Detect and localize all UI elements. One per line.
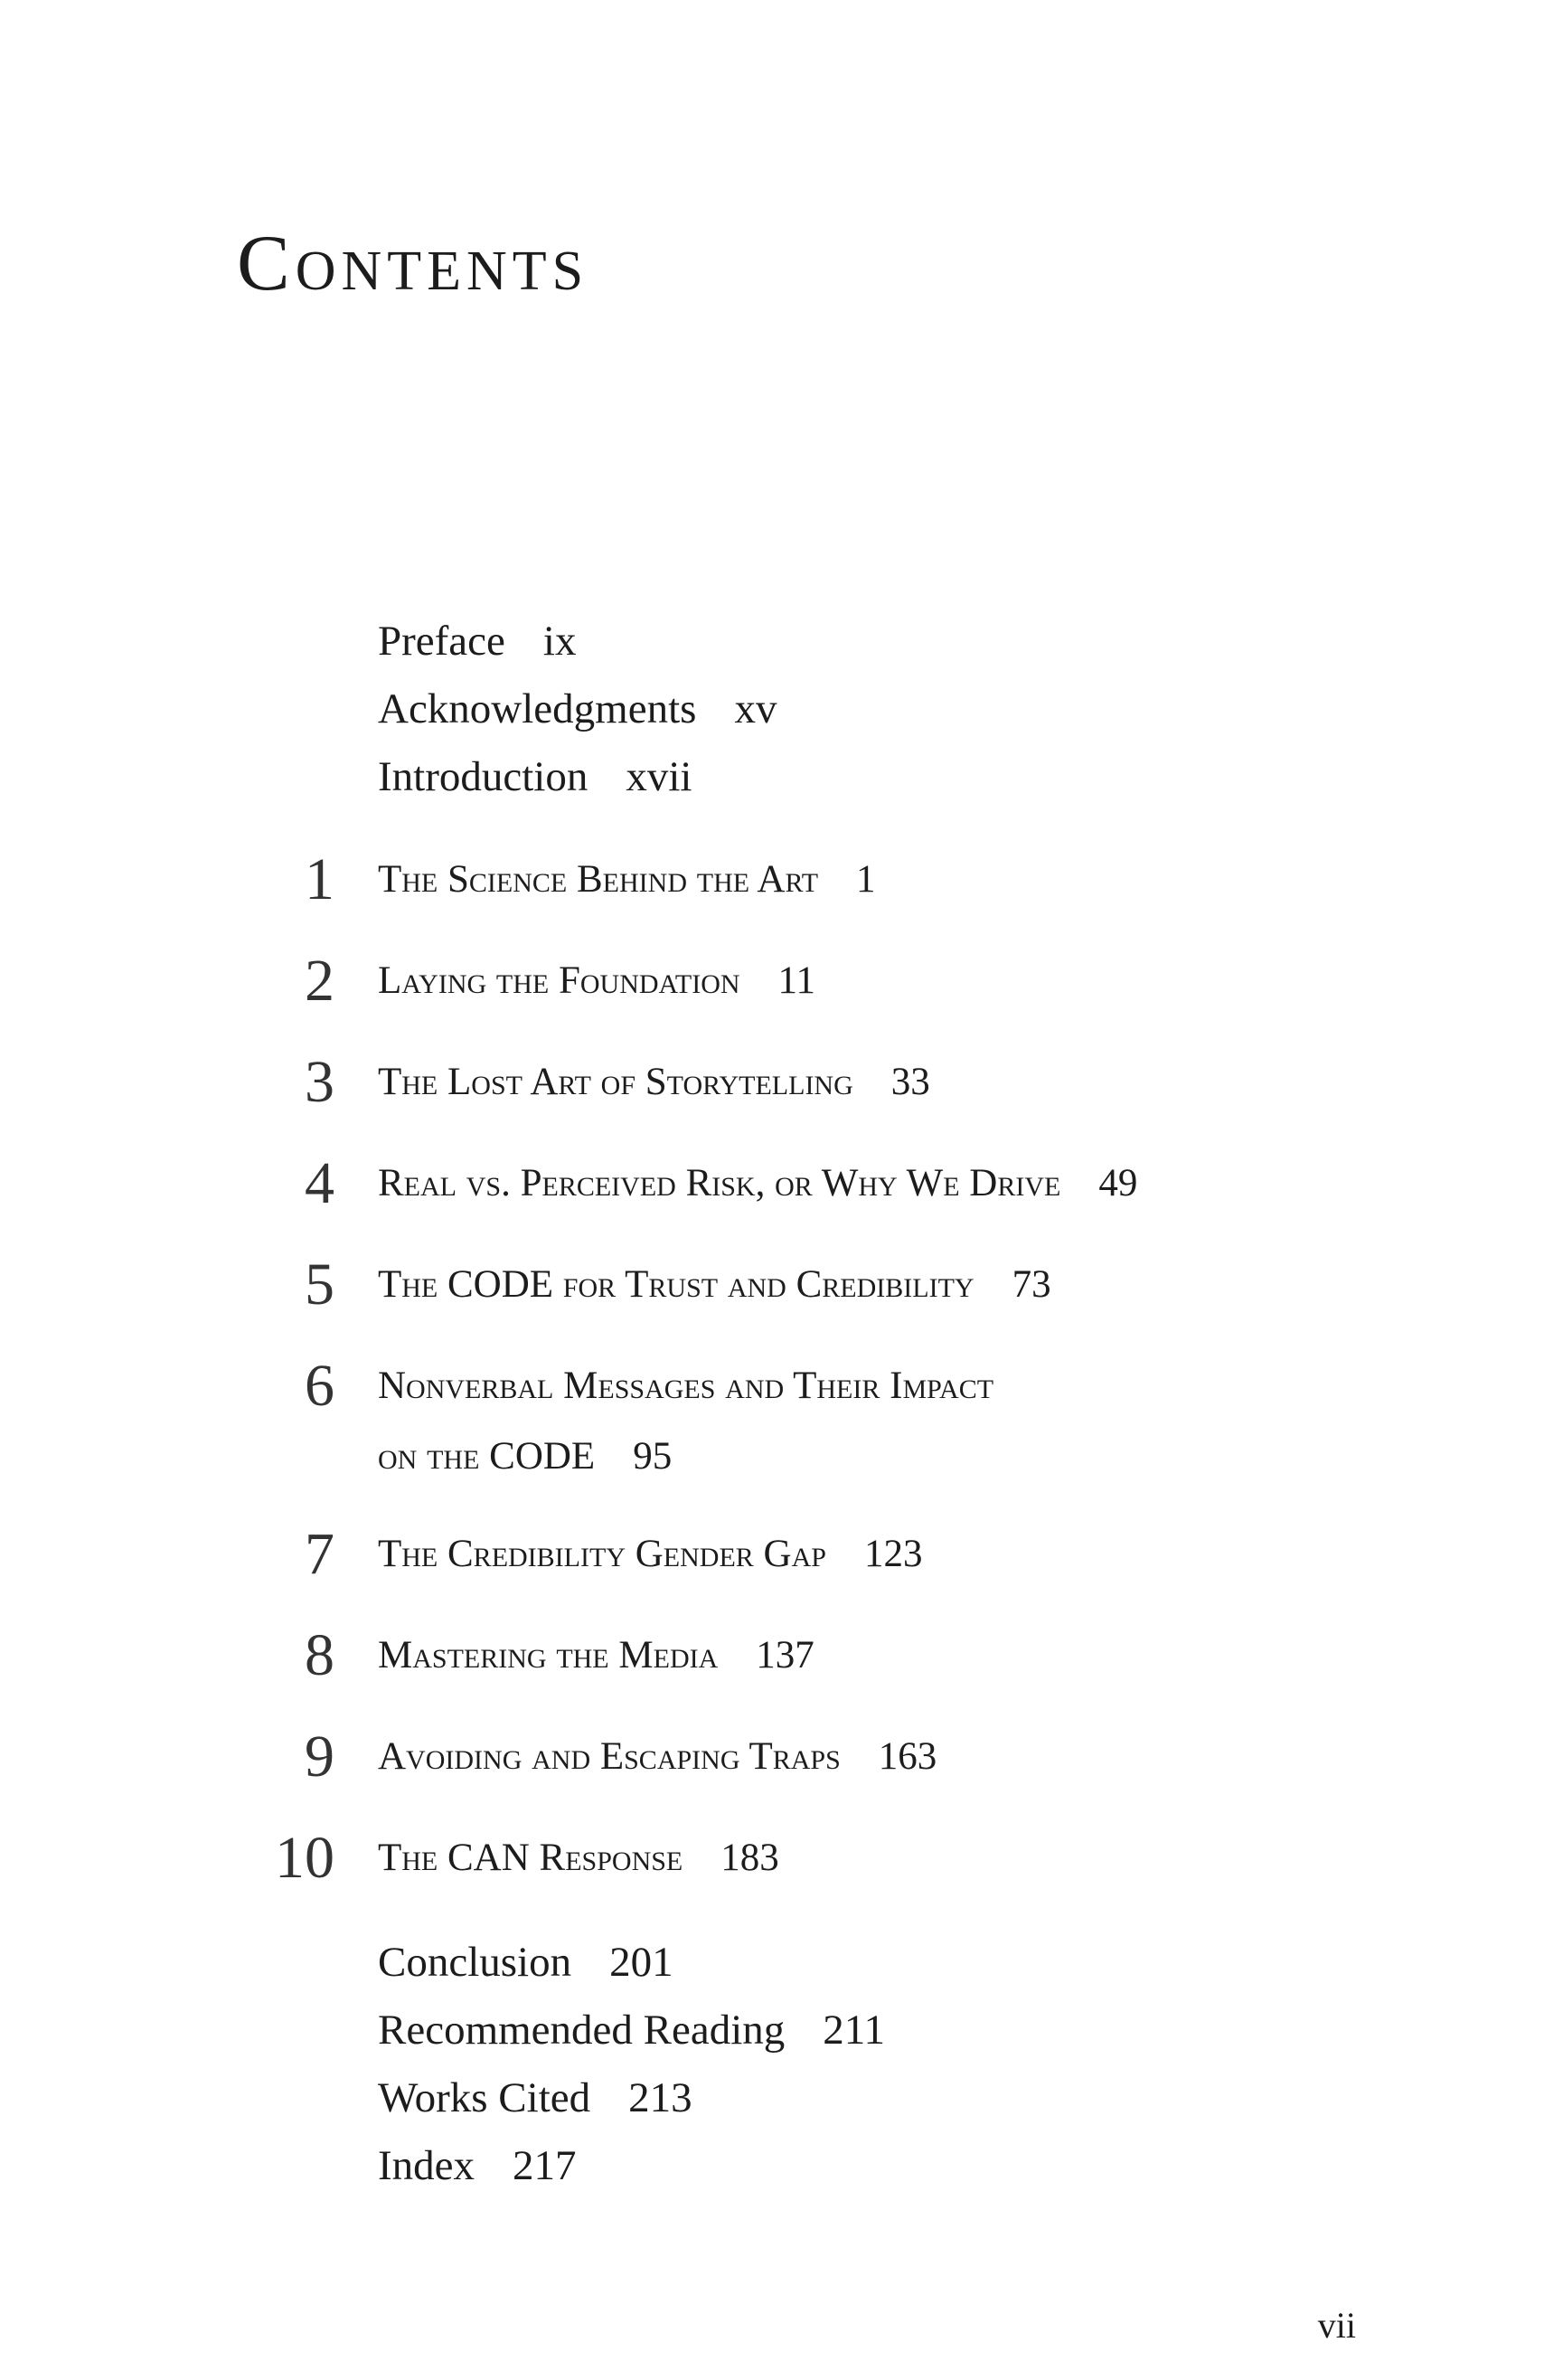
chapter-page: 49 [1098, 1162, 1138, 1204]
page-number: vii [1317, 2305, 1356, 2346]
toc-entry[interactable] [378, 2132, 885, 2200]
chapter-page: 11 [777, 959, 815, 1002]
chapter-page: 137 [756, 1634, 814, 1676]
back-matter-list [378, 1929, 885, 2200]
page-title: Contents [237, 220, 589, 307]
entry-page: 201 [609, 1939, 673, 1986]
entry-title: Preface [378, 618, 505, 665]
entry-page: ix [542, 618, 577, 665]
chapter-title: Avoiding and Escaping Traps [378, 1735, 841, 1778]
chapter-number: 7 [305, 1521, 334, 1587]
chapter-page: 123 [863, 1533, 923, 1575]
chapter-number: 10 [275, 1825, 334, 1891]
chapter-title-continued: on the CODE [378, 1435, 596, 1478]
chapter-title: Mastering the Media [378, 1634, 719, 1676]
chapter-number: 3 [305, 1049, 334, 1115]
entry-page: xv [734, 685, 777, 732]
entry-title: Acknowledgments [378, 685, 697, 732]
chapter-title: Nonverbal Messages and Their Impact [378, 1365, 994, 1407]
chapter-number: 4 [305, 1150, 334, 1216]
chapter-title: The Credibility Gender Gap [378, 1533, 826, 1575]
chapter-page: 1 [856, 858, 876, 901]
chapter-title: The Science Behind the Art [378, 858, 819, 901]
toc-entry[interactable] [378, 1929, 885, 1997]
chapter-page: 33 [890, 1061, 930, 1103]
chapter-title: Real vs. Perceived Risk, or Why We Drive [378, 1162, 1061, 1204]
chapter-number: 8 [305, 1622, 334, 1688]
chapter-number: 2 [305, 948, 334, 1014]
chapter-page: 163 [878, 1735, 937, 1778]
entry-title: Index [378, 2142, 475, 2189]
entry-title: Recommended Reading [378, 2007, 786, 2054]
entry-page: 213 [628, 2074, 692, 2121]
chapter-title: Laying the Foundation [378, 959, 740, 1002]
toc-entry[interactable] [378, 1997, 885, 2064]
chapter-number: 1 [305, 846, 334, 912]
entry-page: 211 [823, 2007, 886, 2054]
chapter-title: The Lost Art of Storytelling [378, 1061, 853, 1103]
chapter-title: The CAN Response [378, 1837, 683, 1879]
entry-page: 217 [513, 2142, 577, 2189]
chapter-page: 95 [633, 1435, 673, 1478]
chapter-number: 6 [305, 1353, 334, 1419]
chapter-number: 9 [305, 1724, 334, 1790]
toc-entry[interactable] [378, 2064, 885, 2132]
chapter-number: 5 [305, 1251, 334, 1318]
entry-title: Conclusion [378, 1939, 572, 1986]
chapter-page: 73 [1012, 1263, 1051, 1306]
entry-page: xvii [626, 753, 692, 800]
chapter-title: The CODE for Trust and Credibility [378, 1263, 974, 1306]
entry-title: Introduction [378, 753, 588, 800]
entry-title: Works Cited [378, 2074, 591, 2121]
chapter-page: 183 [720, 1837, 779, 1879]
